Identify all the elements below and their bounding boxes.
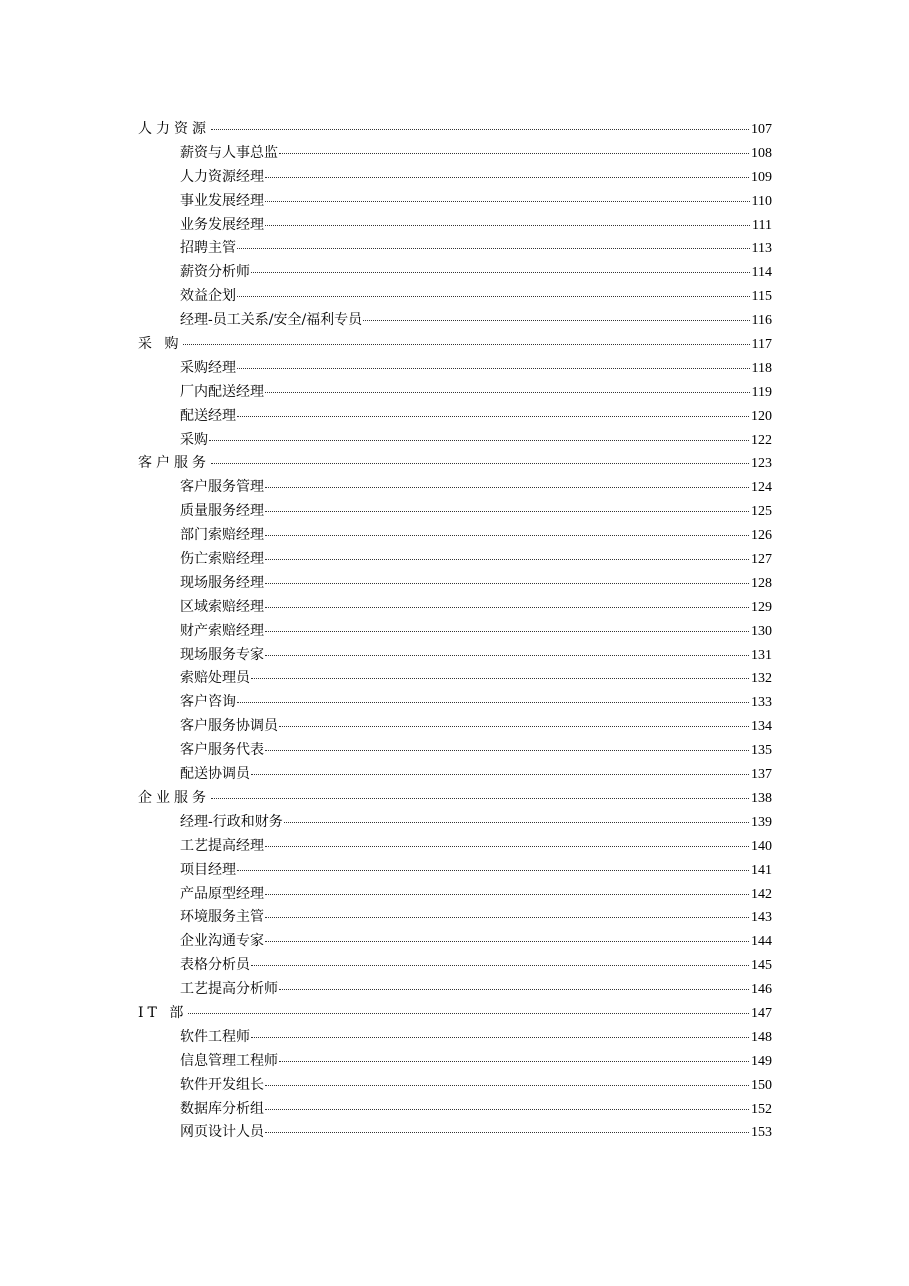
toc-page-number: 130 [751,623,772,639]
toc-entry[interactable] [138,835,772,859]
dot-leader [265,535,749,536]
toc-page-number: 135 [751,743,772,759]
toc-page-number: 150 [751,1077,772,1093]
toc-page-number: 109 [751,169,772,185]
toc-entry-title: 配送经理 [180,407,236,424]
toc-entry[interactable] [138,739,772,763]
toc-page-number: 119 [751,384,772,400]
dot-leader [265,750,749,751]
toc-entry-title: 索赔处理员 [180,670,250,687]
dot-leader [237,870,749,871]
toc-page-number: 123 [751,456,772,472]
toc-entry[interactable] [138,500,772,524]
toc-entry[interactable] [138,1121,772,1145]
toc-page-number: 117 [751,337,772,353]
dot-leader [183,344,749,345]
dot-leader [284,822,749,823]
toc-entry[interactable] [138,285,772,309]
dot-leader [265,559,749,560]
toc-page-number: 138 [751,790,772,806]
toc-page-number: 153 [751,1125,772,1141]
toc-entry[interactable] [138,906,772,930]
toc-page-number: 120 [751,408,772,424]
toc-entry[interactable] [138,883,772,907]
dot-leader [279,153,749,154]
dot-leader [265,201,750,202]
dot-leader [251,774,749,775]
toc-entry[interactable] [138,142,772,166]
toc-entry-title: 软件工程师 [180,1028,250,1045]
toc-section-entry[interactable] [138,118,772,142]
toc-page-number: 126 [751,528,772,544]
toc-page-number: 137 [751,767,772,783]
dot-leader [209,440,749,441]
toc-entry-title: 区域索赔经理 [180,598,264,615]
toc-page-number: 118 [751,360,772,376]
toc-entry-title: 人力资源 [138,121,210,137]
dot-leader [211,798,749,799]
dot-leader [363,320,749,321]
toc-entry-title: 采 购 [138,336,183,353]
toc-entry[interactable] [138,859,772,883]
dot-leader [265,631,749,632]
toc-entry-title: 采购经理 [180,359,236,376]
toc-page-number: 134 [751,719,772,735]
toc-entry[interactable] [138,811,772,835]
toc-entry[interactable] [138,309,772,333]
toc-page-number: 115 [751,289,772,305]
dot-leader [265,941,749,942]
dot-leader [251,965,749,966]
dot-leader [265,225,750,226]
dot-leader [265,917,749,918]
dot-leader [265,487,749,488]
toc-entry-title: 厂内配送经理 [180,383,264,400]
toc-page-number: 133 [751,695,772,711]
toc-page-number: 140 [751,838,772,854]
toc-entry-title: 财产索赔经理 [180,622,264,639]
toc-entry-title: 事业发展经理 [180,192,264,209]
toc-entry-title: 薪资分析师 [180,264,250,281]
toc-entry-title: 环境服务主管 [180,909,264,926]
toc-section-entry[interactable] [138,452,772,476]
toc-entry-title: 项目经理 [180,861,236,878]
toc-entry-title: 客户服务协调员 [180,718,278,735]
toc-entry-title: 人力资源经理 [180,168,264,185]
toc-entry-title: 网页设计人员 [180,1124,264,1141]
toc-page-number: 146 [751,982,772,998]
toc-entry[interactable] [138,190,772,214]
toc-entry[interactable] [138,620,772,644]
toc-entry[interactable] [138,261,772,285]
dot-leader [237,368,750,369]
toc-page-number: 127 [751,552,772,568]
toc-page-number: 114 [751,265,772,281]
dot-leader [265,846,749,847]
toc-entry[interactable] [138,1074,772,1098]
toc-page-number: 149 [751,1053,772,1069]
toc-entry-title: 表格分析员 [180,957,250,974]
dot-leader [251,272,750,273]
toc-entry[interactable] [138,1026,772,1050]
dot-leader [237,248,750,249]
toc-entry[interactable] [138,667,772,691]
dot-leader [211,129,749,130]
toc-page-number: 122 [751,432,772,448]
toc-entry-title: IT 部 [138,1004,188,1021]
dot-leader [265,1132,749,1133]
toc-entry-title: 质量服务经理 [180,503,264,520]
toc-entry-title: 企业沟通专家 [180,933,264,950]
toc-page-number: 108 [751,145,772,161]
dot-leader [251,1037,749,1038]
toc-entry[interactable] [138,429,772,453]
toc-page-number: 128 [751,575,772,591]
dot-leader [279,1061,749,1062]
toc-page-number: 139 [751,814,772,830]
dot-leader [251,678,749,679]
toc-entry[interactable] [138,930,772,954]
toc-page-number: 131 [751,647,772,663]
toc-page-number: 148 [751,1029,772,1045]
dot-leader [265,1109,749,1110]
dot-leader [279,726,749,727]
toc-section-entry[interactable] [138,1002,772,1026]
toc-entry[interactable] [138,978,772,1002]
dot-leader [265,177,749,178]
toc-entry-title: 产品原型经理 [180,885,264,902]
toc-entry[interactable] [138,691,772,715]
toc-entry[interactable] [138,1098,772,1122]
toc-entry-title: 业务发展经理 [180,216,264,233]
toc-entry[interactable] [138,237,772,261]
toc-page-number: 141 [751,862,772,878]
toc-section-entry[interactable] [138,333,772,357]
toc-entry-title: 采购 [180,431,208,448]
toc-entry-title: 软件开发组长 [180,1076,264,1093]
toc-entry-title: 部门索赔经理 [180,527,264,544]
toc-entry[interactable] [138,214,772,238]
toc-page-number: 124 [751,480,772,496]
toc-entry-title: 客户服务管理 [180,479,264,496]
toc-entry[interactable] [138,715,772,739]
toc-page-number: 147 [751,1005,772,1021]
toc-entry-title: 工艺提高经理 [180,837,264,854]
toc-entry-title: 数据库分析组 [180,1100,264,1117]
toc-page-number: 144 [751,934,772,950]
toc-page-number: 116 [751,313,772,329]
toc-entry[interactable] [138,405,772,429]
toc-page-number: 110 [751,193,772,209]
toc-entry[interactable] [138,954,772,978]
toc-page-number: 152 [751,1101,772,1117]
toc-page-number: 125 [751,504,772,520]
toc-entry[interactable] [138,572,772,596]
toc-entry-title: 配送协调员 [180,766,250,783]
toc-page-number: 107 [751,122,772,137]
dot-leader [237,416,749,417]
toc-page-number: 113 [751,241,772,257]
toc-entry-title: 经理-行政和财务 [180,813,283,830]
toc-entry-title: 招聘主管 [180,240,236,257]
toc-entry[interactable] [138,476,772,500]
dot-leader [188,1013,749,1014]
toc-entry-title: 经理-员工关系/安全/福利专员 [180,312,363,329]
dot-leader [265,655,749,656]
toc-entry-title: 效益企划 [180,288,236,305]
toc-entry-title: 信息管理工程师 [180,1052,278,1069]
toc-entry-title: 伤亡索赔经理 [180,551,264,568]
toc-entry[interactable] [138,596,772,620]
table-of-contents [138,118,772,1145]
toc-entry-title: 客户咨询 [180,694,236,711]
dot-leader [237,296,750,297]
toc-page-number: 129 [751,599,772,615]
toc-entry[interactable] [138,524,772,548]
dot-leader [265,1085,749,1086]
toc-page-number: 142 [751,886,772,902]
toc-entry-title: 客户服务代表 [180,742,264,759]
toc-entry[interactable] [138,357,772,381]
toc-entry[interactable] [138,166,772,190]
toc-entry[interactable] [138,644,772,668]
toc-page-number: 143 [751,910,772,926]
dot-leader [265,392,750,393]
toc-entry[interactable] [138,1050,772,1074]
toc-page-number: 132 [751,671,772,687]
dot-leader [211,463,749,464]
dot-leader [265,894,749,895]
toc-entry-title: 现场服务专家 [180,646,264,663]
toc-entry-title: 现场服务经理 [180,574,264,591]
toc-entry[interactable] [138,548,772,572]
toc-page-number: 111 [752,217,772,233]
toc-entry-title: 企业服务 [138,789,210,806]
toc-entry[interactable] [138,763,772,787]
dot-leader [237,702,749,703]
toc-entry-title: 薪资与人事总监 [180,144,278,161]
toc-section-entry[interactable] [138,787,772,811]
dot-leader [279,989,749,990]
toc-page-number: 145 [751,958,772,974]
toc-entry[interactable] [138,381,772,405]
dot-leader [265,607,749,608]
toc-entry-title: 客户服务 [138,455,210,472]
dot-leader [265,511,749,512]
toc-entry-title: 工艺提高分析师 [180,981,278,998]
dot-leader [265,583,749,584]
